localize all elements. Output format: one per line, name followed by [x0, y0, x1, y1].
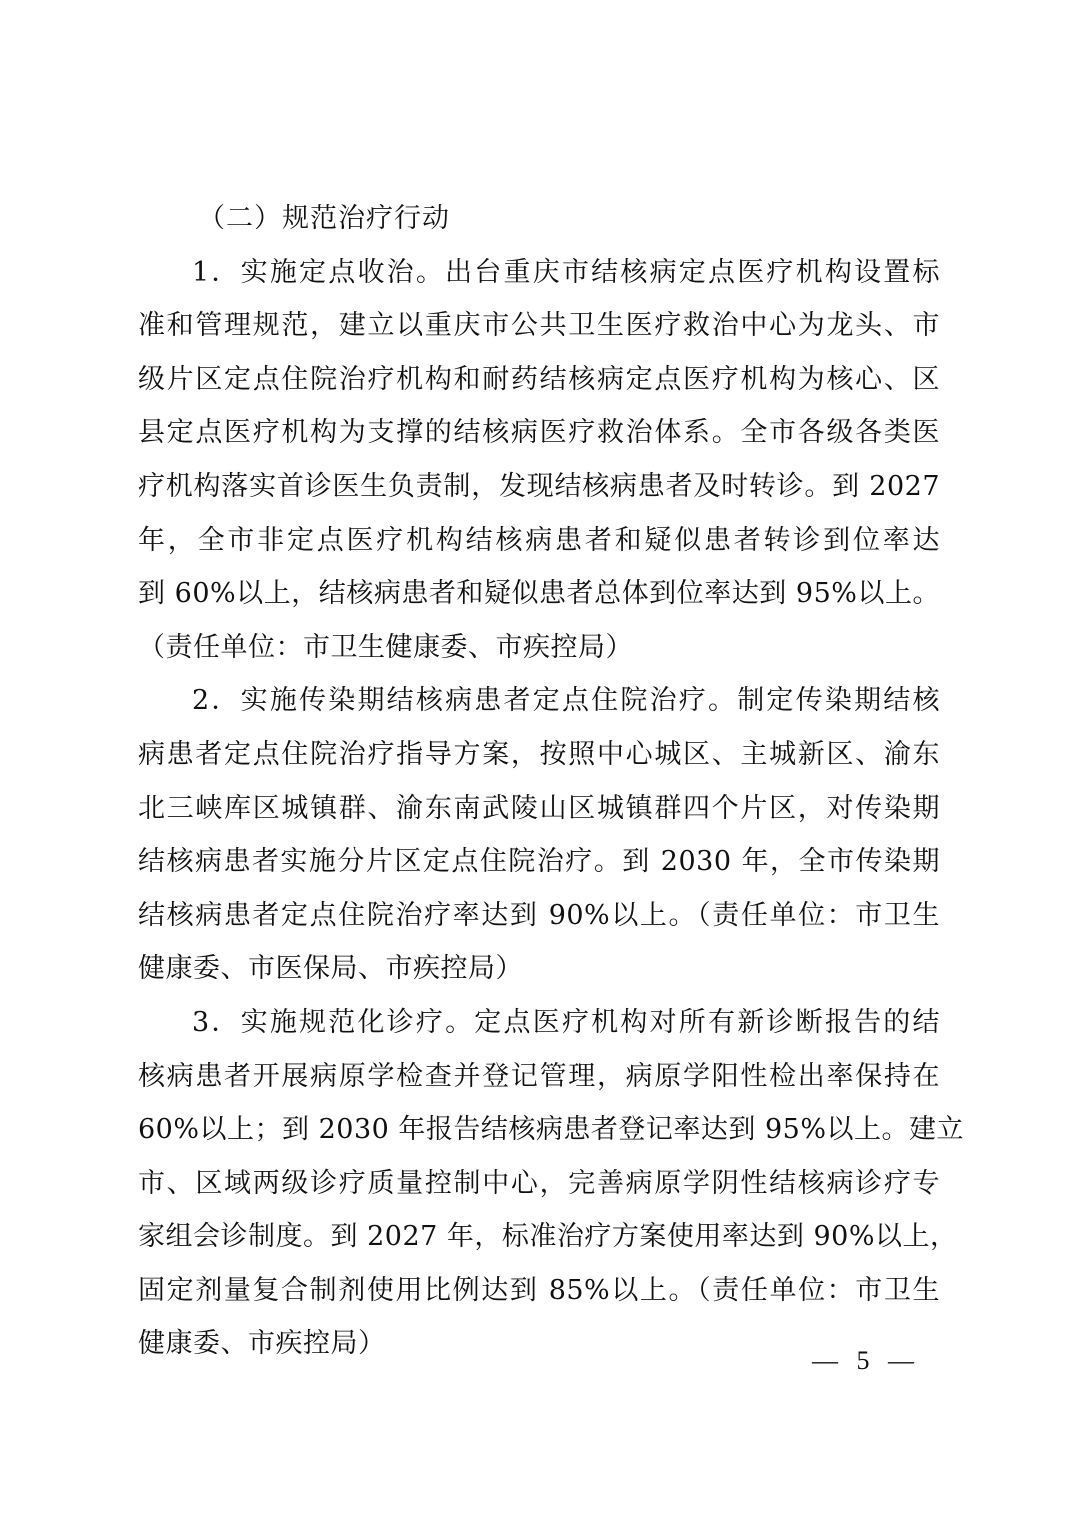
paragraph-line: 准和管理规范，建立以重庆市公共卫生医疗救治中心为龙头、市 [138, 310, 940, 342]
page-number: — 5 — [812, 1346, 920, 1375]
section-heading: （二）规范治疗行动 [198, 203, 450, 234]
paragraph-line: 核病患者开展病原学检查并登记管理，病原学阳性检出率保持在 [138, 1060, 940, 1092]
paragraph-line: 年，全市非定点医疗机构结核病患者和疑似患者转诊到位率达 [138, 524, 940, 556]
paragraph-line: （责任单位：市卫生健康委、市疾控局） [138, 631, 633, 663]
paragraph-line: 健康委、市医保局、市疾控局） [138, 953, 523, 985]
paragraph-line: 2．实施传染期结核病患者定点住院治疗。制定传染期结核 [192, 685, 940, 717]
paragraph-line: 到 60%以上，结核病患者和疑似患者总体到位率达到 95%以上。 [138, 578, 940, 610]
paragraph-line: 3．实施规范化诊疗。定点医疗机构对所有新诊断报告的结 [192, 1006, 940, 1038]
paragraph-line: 固定剂量复合制剂使用比例达到 85%以上。（责任单位：市卫生 [138, 1274, 940, 1306]
paragraph-line: 县定点医疗机构为支撑的结核病医疗救治体系。全市各级各类医 [138, 417, 940, 449]
paragraph-3 [138, 996, 964, 1371]
paragraph-line: 市、区域两级诊疗质量控制中心，完善病原学阴性结核病诊疗专 [138, 1167, 940, 1199]
paragraph-line: 1．实施定点收治。出台重庆市结核病定点医疗机构设置标 [192, 256, 940, 288]
paragraph-line: 60%以上；到 2030 年报告结核病患者登记率达到 95%以上。建立 [138, 1114, 964, 1146]
paragraph-line: 病患者定点住院治疗指导方案，按照中心城区、主城新区、渝东 [138, 738, 940, 770]
paragraph-line: 家组会诊制度。到 2027 年，标准治疗方案使用率达到 90%以上， [138, 1221, 958, 1253]
paragraph-line: 健康委、市疾控局） [138, 1328, 386, 1360]
document-body [138, 192, 964, 1371]
paragraph-line: 结核病患者实施分片区定点住院治疗。到 2030 年，全市传染期 [138, 846, 940, 878]
paragraph-line: 级片区定点住院治疗机构和耐药结核病定点医疗机构为核心、区 [138, 363, 940, 395]
paragraph-line: 结核病患者定点住院治疗率达到 90%以上。（责任单位：市卫生 [138, 899, 940, 931]
paragraph-line: 疗机构落实首诊医生负责制，发现结核病患者及时转诊。到 2027 [138, 470, 940, 502]
paragraph-1 [138, 246, 940, 675]
paragraph-2 [138, 674, 940, 996]
paragraph-line: 北三峡库区城镇群、渝东南武陵山区城镇群四个片区，对传染期 [138, 792, 940, 824]
